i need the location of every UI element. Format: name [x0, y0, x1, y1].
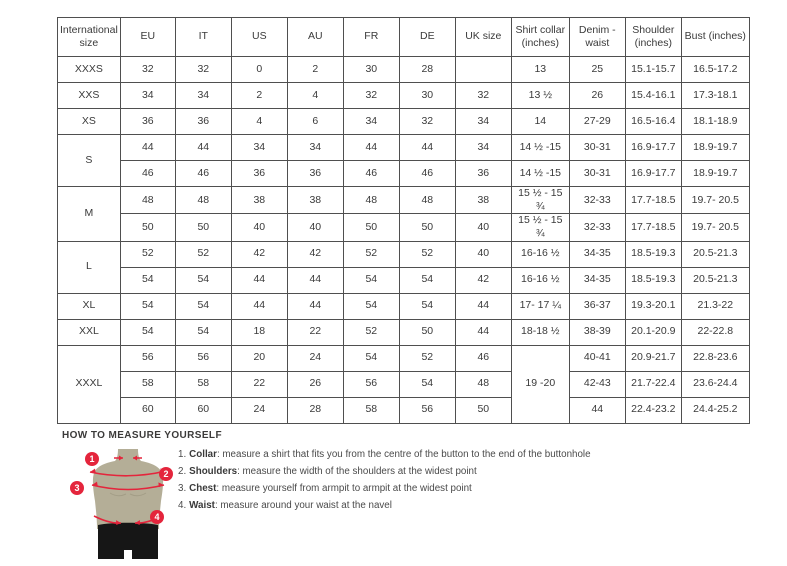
table-cell: 54 — [399, 267, 455, 293]
table-cell: 46 — [175, 161, 231, 187]
table-cell: 52 — [175, 241, 231, 267]
table-cell: 18.5-19.3 — [625, 267, 681, 293]
table-row — [58, 214, 750, 241]
table-cell: 16.9-17.7 — [625, 161, 681, 187]
column-header: Denim - waist — [569, 18, 625, 57]
table-cell: 13 ½ — [511, 83, 569, 109]
table-cell: 40 — [455, 241, 511, 267]
measure-point-2-badge: 2 — [159, 467, 173, 481]
table-cell: 18.9-19.7 — [681, 161, 749, 187]
step-text: : measure the width of the shoulders at the widest point — [237, 466, 477, 477]
measure-step — [178, 483, 591, 500]
table-cell: 44 — [455, 293, 511, 319]
international-size-cell: XS — [58, 109, 121, 135]
table-cell: 60 — [120, 397, 175, 423]
column-header: IT — [175, 18, 231, 57]
table-cell: 38-39 — [569, 319, 625, 345]
step-text: : measure a shirt that fits you from the centre of the button to the end of the buttonhole — [216, 449, 591, 460]
table-cell: 52 — [343, 319, 399, 345]
table-cell: 54 — [120, 293, 175, 319]
torso-illustration-icon — [88, 449, 168, 563]
table-cell: 44 — [569, 397, 625, 423]
column-header: AU — [287, 18, 343, 57]
column-header: DE — [399, 18, 455, 57]
step-text: : measure yourself from armpit to armpit at the widest point — [216, 483, 472, 494]
table-cell: 15.1-15.7 — [625, 57, 681, 83]
table-cell: 54 — [175, 293, 231, 319]
table-cell: 34-35 — [569, 267, 625, 293]
table-cell: 32 — [343, 83, 399, 109]
size-table-section — [57, 17, 750, 424]
table-cell: 14 ½ -15 — [511, 135, 569, 161]
table-cell: 34 — [175, 83, 231, 109]
table-row — [58, 293, 750, 319]
table-cell: 42 — [455, 267, 511, 293]
table-cell: 17- 17 ¼ — [511, 293, 569, 319]
measure-point-1-badge: 1 — [85, 452, 99, 466]
step-number: 3. — [178, 483, 187, 494]
table-cell: 17.7-18.5 — [625, 214, 681, 241]
table-cell: 52 — [343, 241, 399, 267]
step-number: 2. — [178, 466, 187, 477]
table-cell: 54 — [343, 293, 399, 319]
table-cell: 38 — [287, 187, 343, 214]
table-cell: 16.5-17.2 — [681, 57, 749, 83]
international-size-cell: XXS — [58, 83, 121, 109]
column-header: International size — [58, 18, 121, 57]
table-cell: 18-18 ½ — [511, 319, 569, 345]
table-cell: 44 — [343, 135, 399, 161]
table-cell: 26 — [287, 371, 343, 397]
table-cell: 54 — [120, 267, 175, 293]
table-row — [58, 241, 750, 267]
table-cell: 34 — [343, 109, 399, 135]
table-cell: 34 — [120, 83, 175, 109]
table-cell: 27-29 — [569, 109, 625, 135]
table-cell: 18.9-19.7 — [681, 135, 749, 161]
table-cell: 36 — [231, 161, 287, 187]
table-cell: 44 — [175, 135, 231, 161]
table-cell: 19.7- 20.5 — [681, 187, 749, 214]
table-cell: 17.7-18.5 — [625, 187, 681, 214]
column-header: UK size — [455, 18, 511, 57]
table-cell: 28 — [399, 57, 455, 83]
measure-instructions — [178, 449, 591, 517]
table-cell: 16.9-17.7 — [625, 135, 681, 161]
table-row — [58, 135, 750, 161]
table-cell: 54 — [343, 345, 399, 371]
table-cell: 48 — [120, 187, 175, 214]
table-cell: 56 — [399, 397, 455, 423]
table-cell: 18 — [231, 319, 287, 345]
table-cell: 36 — [175, 109, 231, 135]
table-cell: 46 — [343, 161, 399, 187]
step-term: Chest — [189, 483, 217, 494]
table-cell: 40 — [455, 214, 511, 241]
table-cell: 60 — [175, 397, 231, 423]
table-cell: 4 — [287, 83, 343, 109]
column-header: EU — [120, 18, 175, 57]
table-row — [58, 187, 750, 214]
table-row — [58, 345, 750, 371]
table-cell: 30-31 — [569, 135, 625, 161]
table-cell: 18.1-18.9 — [681, 109, 749, 135]
table-cell: 50 — [399, 319, 455, 345]
table-cell: 40 — [287, 214, 343, 241]
table-cell: 56 — [343, 371, 399, 397]
table-cell: 18.5-19.3 — [625, 241, 681, 267]
table-row — [58, 371, 750, 397]
international-size-cell: M — [58, 187, 121, 242]
table-cell: 17.3-18.1 — [681, 83, 749, 109]
table-cell: 24.4-25.2 — [681, 397, 749, 423]
table-cell: 23.6-24.4 — [681, 371, 749, 397]
table-cell: 14 — [511, 109, 569, 135]
table-cell: 38 — [231, 187, 287, 214]
table-cell: 32-33 — [569, 214, 625, 241]
table-cell — [455, 57, 511, 83]
table-cell: 2 — [231, 83, 287, 109]
table-cell: 13 — [511, 57, 569, 83]
table-cell: 48 — [343, 187, 399, 214]
table-cell: 34 — [287, 135, 343, 161]
table-cell: 22-22.8 — [681, 319, 749, 345]
table-cell: 50 — [343, 214, 399, 241]
table-row — [58, 57, 750, 83]
table-row — [58, 83, 750, 109]
table-cell: 50 — [120, 214, 175, 241]
table-row — [58, 319, 750, 345]
table-cell: 46 — [399, 161, 455, 187]
step-number: 1. — [178, 449, 187, 460]
table-cell: 15.4-16.1 — [625, 83, 681, 109]
international-size-cell: XL — [58, 293, 121, 319]
table-cell: 30 — [399, 83, 455, 109]
table-cell: 44 — [231, 267, 287, 293]
table-cell: 32 — [120, 57, 175, 83]
table-cell: 44 — [120, 135, 175, 161]
table-cell: 52 — [399, 345, 455, 371]
table-cell: 32 — [399, 109, 455, 135]
column-header: US — [231, 18, 287, 57]
table-cell: 44 — [287, 267, 343, 293]
table-cell: 48 — [455, 371, 511, 397]
table-cell: 50 — [455, 397, 511, 423]
table-cell: 20 — [231, 345, 287, 371]
step-term: Waist — [189, 500, 215, 511]
column-header: Shoulder (inches) — [625, 18, 681, 57]
table-cell: 26 — [569, 83, 625, 109]
column-header: Bust (inches) — [681, 18, 749, 57]
table-cell: 20.1-20.9 — [625, 319, 681, 345]
table-cell: 20.5-21.3 — [681, 267, 749, 293]
table-cell: 54 — [343, 267, 399, 293]
table-cell: 22 — [231, 371, 287, 397]
measure-point-4-badge: 4 — [150, 510, 164, 524]
column-header: FR — [343, 18, 399, 57]
table-cell: 30 — [343, 57, 399, 83]
table-cell: 34-35 — [569, 241, 625, 267]
table-cell: 54 — [175, 319, 231, 345]
table-cell: 52 — [120, 241, 175, 267]
table-row — [58, 267, 750, 293]
international-size-cell: S — [58, 135, 121, 187]
header-row — [58, 18, 750, 57]
table-cell: 16-16 ½ — [511, 241, 569, 267]
table-cell: 34 — [455, 109, 511, 135]
table-cell: 58 — [120, 371, 175, 397]
table-cell: 58 — [343, 397, 399, 423]
table-cell: 20.9-21.7 — [625, 345, 681, 371]
measure-section-title: HOW TO MEASURE YOURSELF — [62, 430, 222, 441]
table-cell: 32 — [175, 57, 231, 83]
table-cell: 54 — [120, 319, 175, 345]
table-cell: 44 — [231, 293, 287, 319]
measure-step — [178, 500, 591, 517]
table-cell: 36 — [455, 161, 511, 187]
table-cell: 36 — [120, 109, 175, 135]
table-cell: 32 — [455, 83, 511, 109]
size-table-body — [58, 57, 750, 424]
table-cell: 22 — [287, 319, 343, 345]
table-cell: 56 — [175, 345, 231, 371]
table-row — [58, 109, 750, 135]
step-number: 4. — [178, 500, 187, 511]
international-size-cell: XXXL — [58, 345, 121, 423]
table-cell: 24 — [231, 397, 287, 423]
table-cell: 16-16 ½ — [511, 267, 569, 293]
table-cell: 54 — [399, 293, 455, 319]
table-cell: 58 — [175, 371, 231, 397]
table-cell: 38 — [455, 187, 511, 214]
table-cell: 44 — [287, 293, 343, 319]
table-cell: 24 — [287, 345, 343, 371]
table-cell: 56 — [120, 345, 175, 371]
table-row — [58, 397, 750, 423]
table-cell: 21.7-22.4 — [625, 371, 681, 397]
table-cell: 4 — [231, 109, 287, 135]
table-cell: 46 — [455, 345, 511, 371]
table-cell: 46 — [120, 161, 175, 187]
table-cell: 54 — [399, 371, 455, 397]
table-cell: 19.3-20.1 — [625, 293, 681, 319]
table-cell: 34 — [231, 135, 287, 161]
measure-step — [178, 466, 591, 483]
international-size-cell: XXXS — [58, 57, 121, 83]
table-cell: 44 — [455, 319, 511, 345]
table-cell: 0 — [231, 57, 287, 83]
measure-step — [178, 449, 591, 466]
table-cell: 6 — [287, 109, 343, 135]
table-cell: 21.3-22 — [681, 293, 749, 319]
table-cell: 42 — [287, 241, 343, 267]
table-cell: 14 ½ -15 — [511, 161, 569, 187]
table-cell: 48 — [399, 187, 455, 214]
measure-point-3-badge: 3 — [70, 481, 84, 495]
step-term: Shoulders — [189, 466, 238, 477]
table-cell: 30-31 — [569, 161, 625, 187]
size-table — [57, 17, 750, 424]
table-cell: 15 ½ - 15 ¾ — [511, 187, 569, 214]
step-term: Collar — [189, 449, 217, 460]
step-text: : measure around your waist at the navel — [214, 500, 392, 511]
table-cell: 50 — [175, 214, 231, 241]
table-cell: 28 — [287, 397, 343, 423]
mannequin-figure — [88, 449, 168, 563]
table-cell: 50 — [399, 214, 455, 241]
table-cell: 54 — [175, 267, 231, 293]
table-cell: 36-37 — [569, 293, 625, 319]
international-size-cell: L — [58, 241, 121, 293]
table-cell: 32-33 — [569, 187, 625, 214]
table-cell: 25 — [569, 57, 625, 83]
table-cell: 15 ½ - 15 ¾ — [511, 214, 569, 241]
table-cell: 40 — [231, 214, 287, 241]
table-cell: 19.7- 20.5 — [681, 214, 749, 241]
collar-merged-cell: 19 -20 — [511, 345, 569, 423]
table-cell: 34 — [455, 135, 511, 161]
table-cell: 48 — [175, 187, 231, 214]
table-cell: 22.8-23.6 — [681, 345, 749, 371]
table-cell: 40-41 — [569, 345, 625, 371]
table-cell: 42-43 — [569, 371, 625, 397]
international-size-cell: XXL — [58, 319, 121, 345]
table-cell: 42 — [231, 241, 287, 267]
table-row — [58, 161, 750, 187]
table-cell: 20.5-21.3 — [681, 241, 749, 267]
table-cell: 36 — [287, 161, 343, 187]
column-header: Shirt collar (inches) — [511, 18, 569, 57]
table-cell: 2 — [287, 57, 343, 83]
table-cell: 44 — [399, 135, 455, 161]
table-cell: 22.4-23.2 — [625, 397, 681, 423]
table-cell: 16.5-16.4 — [625, 109, 681, 135]
table-cell: 52 — [399, 241, 455, 267]
